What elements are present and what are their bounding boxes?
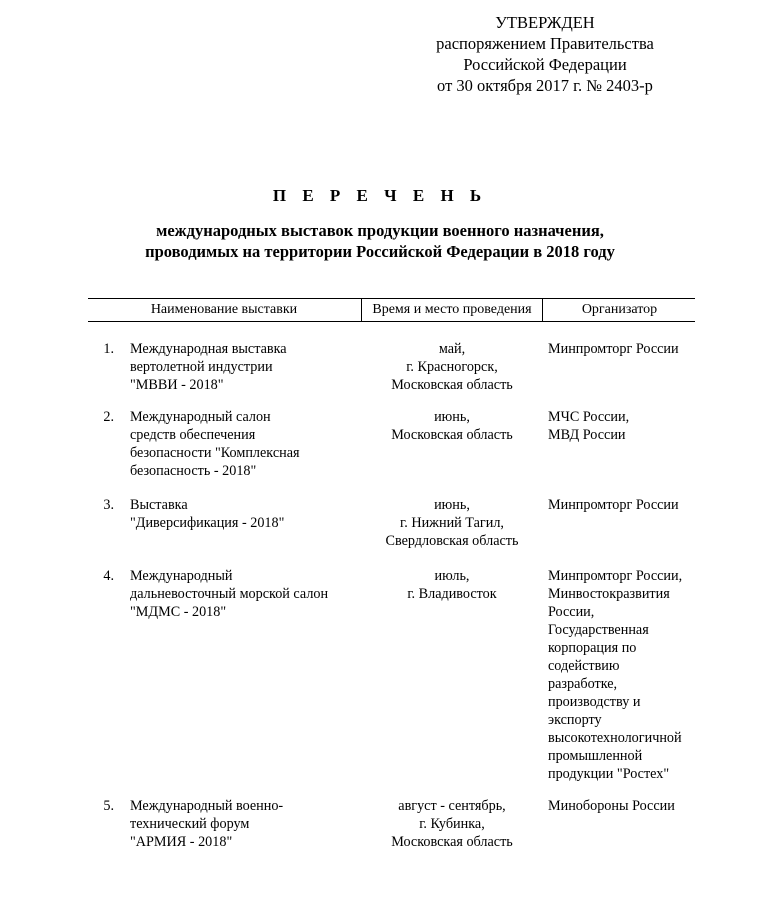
place-line: Свердловская область <box>385 533 519 549</box>
name-line: "АРМИЯ - 2018" <box>130 834 233 850</box>
name-line: "МВВИ - 2018" <box>130 377 224 393</box>
subtitle-line: международных выставок продукции военного назначения, <box>156 221 604 240</box>
header-organizer: Организатор <box>581 302 658 317</box>
approval-line: от 30 октября 2017 г. № 2403-р <box>437 76 653 95</box>
time-place <box>363 340 541 394</box>
org-line: производству и <box>548 694 641 710</box>
organizer <box>548 797 698 815</box>
place-line: Московская область <box>391 427 513 443</box>
org-line: высокотехнологичной <box>548 730 682 746</box>
row-number: 4. <box>103 568 114 584</box>
table-header <box>88 298 695 322</box>
approval-line: Российской Федерации <box>463 55 627 74</box>
org-line: продукции "Ростех" <box>548 766 670 782</box>
organizer <box>548 340 698 358</box>
approval-line: УТВЕРЖДЕН <box>495 13 595 32</box>
time-place <box>363 567 541 603</box>
exhibition-name <box>130 340 355 394</box>
name-line: вертолетной индустрии <box>130 359 273 375</box>
org-line: Минпромторг России <box>548 341 679 357</box>
place-line: май, <box>438 341 466 357</box>
time-place <box>363 797 541 851</box>
organizer <box>548 496 698 514</box>
place-line: Московская область <box>391 834 513 850</box>
header-exhibition-name: Наименование выставки <box>150 302 298 317</box>
name-line: технический форум <box>130 816 250 832</box>
org-line: Минпромторг России, <box>548 568 683 584</box>
org-line: Минобороны России <box>548 798 675 814</box>
place-line: г. Нижний Тагил, <box>400 515 504 531</box>
org-line: Минпромторг России <box>548 497 679 513</box>
org-line: содействию <box>548 658 620 674</box>
document-title: П Е Р Е Ч Е Н Ь <box>272 186 488 205</box>
org-line: экспорту <box>548 712 602 728</box>
name-line: дальневосточный морской салон <box>130 586 329 602</box>
place-line: июнь, <box>434 409 470 425</box>
header-time-place: Время и место проведения <box>372 302 532 317</box>
document-subtitle <box>60 220 700 262</box>
org-line: Государственная <box>548 622 649 638</box>
org-line: МВД России <box>548 427 626 443</box>
approval-stamp <box>400 12 690 96</box>
name-line: "Диверсификация - 2018" <box>130 515 285 531</box>
time-place <box>363 408 541 444</box>
name-line: Выставка <box>130 497 188 513</box>
exhibition-name <box>130 408 355 480</box>
exhibition-name <box>130 496 355 532</box>
org-line: МЧС России, <box>548 409 630 425</box>
name-line: Международный военно- <box>130 798 284 814</box>
place-line: август - сентябрь, <box>398 798 506 814</box>
name-line: "МДМС - 2018" <box>130 604 227 620</box>
exhibition-name <box>130 797 355 851</box>
name-line: безопасности "Комплексная <box>130 445 300 461</box>
organizer <box>548 567 698 783</box>
org-line: разработке, <box>548 676 618 692</box>
name-line: средств обеспечения <box>130 427 256 443</box>
org-line: России, <box>548 604 595 620</box>
header-divider <box>361 299 362 321</box>
name-line: Международный салон <box>130 409 271 425</box>
place-line: июль, <box>434 568 470 584</box>
org-line: Минвостокразвития <box>548 586 670 602</box>
exhibition-name <box>130 567 355 621</box>
place-line: г. Красногорск, <box>406 359 498 375</box>
name-line: Международная выставка <box>130 341 287 357</box>
organizer <box>548 408 698 444</box>
subtitle-line: проводимых на территории Российской Федерации в 2018 году <box>145 242 615 261</box>
row-number: 5. <box>103 798 114 814</box>
approval-line: распоряжением Правительства <box>436 34 654 53</box>
row-number: 1. <box>103 341 114 357</box>
row-number: 3. <box>103 497 114 513</box>
place-line: Московская область <box>391 377 513 393</box>
row-number: 2. <box>103 409 114 425</box>
name-line: безопасность - 2018" <box>130 463 257 479</box>
place-line: июнь, <box>434 497 470 513</box>
name-line: Международный <box>130 568 233 584</box>
org-line: промышленной <box>548 748 643 764</box>
time-place <box>363 496 541 550</box>
org-line: корпорация по <box>548 640 637 656</box>
place-line: г. Владивосток <box>407 586 497 602</box>
header-divider <box>542 299 543 321</box>
place-line: г. Кубинка, <box>419 816 485 832</box>
